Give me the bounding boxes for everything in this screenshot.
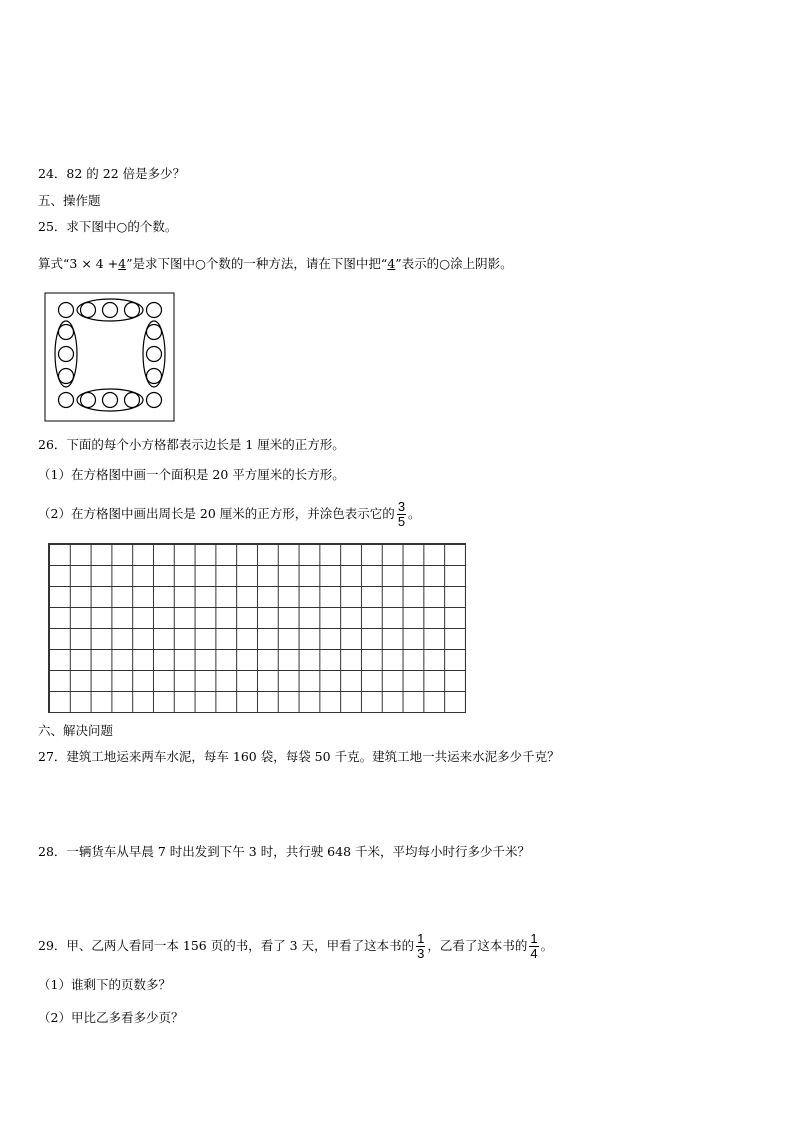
circle xyxy=(59,347,74,362)
fraction-numerator: 1 xyxy=(417,931,425,946)
fraction-denominator: 4 xyxy=(530,946,538,961)
question-number: 28． xyxy=(38,844,67,859)
circle xyxy=(81,303,96,318)
circles-figure xyxy=(44,292,176,424)
question-number: 26． xyxy=(38,437,67,452)
instruction-underlined-4: 4 xyxy=(118,256,127,271)
question-text: 下面的每个小方格都表示边长是 1 厘米的正方形。 xyxy=(66,437,345,452)
circle xyxy=(103,303,118,318)
instruction-part: ”是求下图中○个数的一种方法，请在下图中把“ xyxy=(126,256,388,271)
question-28 xyxy=(38,844,530,860)
question-text: 82 的 22 倍是多少？ xyxy=(66,166,186,181)
figure-border xyxy=(45,293,174,421)
circle xyxy=(59,393,74,408)
circle xyxy=(147,369,162,384)
instruction-underlined-4: 4 xyxy=(387,256,396,271)
fraction-denominator: 3 xyxy=(417,946,425,961)
question-text: 建筑工地运来两车水泥，每车 160 袋，每袋 50 千克。建筑工地一共运来水泥多少千克？ xyxy=(66,749,560,764)
question-26-part-1: （1）在方格图中画一个面积是 20 平方厘米的长方形。 xyxy=(38,467,345,482)
circle xyxy=(147,325,162,340)
question-number: 27． xyxy=(38,749,67,764)
question-29-part-1: （1）谁剩下的页数多？ xyxy=(38,977,171,992)
part-text: 。 xyxy=(408,506,421,521)
circle xyxy=(125,303,140,318)
fraction-1-3 xyxy=(416,932,425,961)
section-title-6: 六、解决问题 xyxy=(38,723,114,738)
circle xyxy=(147,303,162,318)
question-29-part-2: （2）甲比乙多看多少页？ xyxy=(38,1010,184,1025)
question-25 xyxy=(38,219,177,235)
circle xyxy=(59,303,74,318)
question-25-instruction xyxy=(38,256,513,272)
fraction-1-4 xyxy=(529,932,538,961)
circle xyxy=(125,393,140,408)
question-number: 24． xyxy=(38,166,67,181)
circle xyxy=(59,325,74,340)
fraction-numerator: 1 xyxy=(530,931,538,946)
circle xyxy=(147,393,162,408)
fraction-3-5 xyxy=(397,500,406,529)
question-27 xyxy=(38,749,560,765)
question-number: 29． xyxy=(38,938,67,953)
circle xyxy=(81,393,96,408)
question-text: 甲、乙两人看同一本 156 页的书，看了 3 天，甲看了这本书的 xyxy=(66,938,415,953)
fraction-denominator: 5 xyxy=(397,514,406,529)
instruction-part: ”表示的○涂上阴影。 xyxy=(395,256,513,271)
question-text: 一辆货车从早晨 7 时出发到下午 3 时，共行驶 648 千米，平均每小时行多少千米？ xyxy=(66,844,531,859)
question-text: 。 xyxy=(540,938,554,953)
fraction-numerator: 3 xyxy=(397,499,406,514)
question-29 xyxy=(38,929,553,963)
circle xyxy=(147,347,162,362)
instruction-part: 算式“3 × 4 + xyxy=(38,256,119,271)
question-number: 25． xyxy=(38,219,67,234)
question-24 xyxy=(38,166,185,182)
circle xyxy=(103,393,118,408)
question-26 xyxy=(38,437,345,453)
square-grid[interactable] xyxy=(48,543,466,713)
circle xyxy=(59,369,74,384)
section-title-5: 五、操作题 xyxy=(38,193,101,208)
part-text: （2）在方格图中画出周长是 20 厘米的正方形，并涂色表示它的 xyxy=(38,506,395,521)
question-26-part-2 xyxy=(38,497,421,531)
question-text: 求下图中○的个数。 xyxy=(66,219,178,234)
question-text: ，乙看了这本书的 xyxy=(427,938,528,953)
